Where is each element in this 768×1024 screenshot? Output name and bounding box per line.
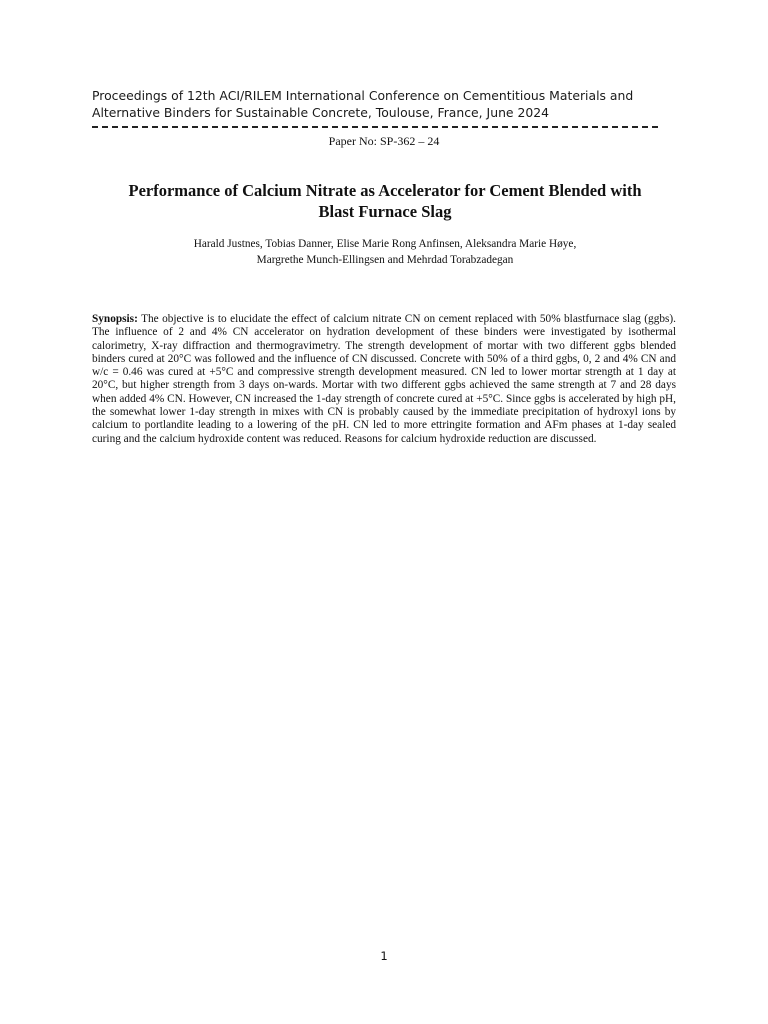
proceedings-header: [92, 87, 682, 121]
paper-title: [92, 180, 678, 222]
author-line-2: Margrethe Munch-Ellingsen and Mehrdad Torabzadegan: [256, 254, 514, 266]
author-line-1: Harald Justnes, Tobias Danner, Elise Marie Rong Anfinsen, Aleksandra Marie Høye,: [193, 238, 577, 250]
proceedings-line-1: Proceedings of 12th ACI/RILEM International Conference on Cementitious Materials and: [92, 88, 634, 103]
synopsis-paragraph: [92, 313, 676, 446]
paper-title-line-1: Performance of Calcium Nitrate as Accelerator for Cement Blended with: [128, 181, 642, 200]
paper-number: Paper No: SP-362 – 24: [328, 134, 440, 148]
paper-title-line-2: Blast Furnace Slag: [318, 202, 452, 221]
page-number: 1: [380, 949, 388, 963]
header-dashed-rule: [92, 126, 658, 128]
author-list: [92, 236, 678, 268]
synopsis-label: Synopsis:: [92, 313, 138, 325]
synopsis-text: The objective is to elucidate the effect of calcium nitrate CN on cement replaced with 50% blastfurnace slag (ggbs). The influence of 2 and 4% CN accelerator on hydration development of these binders were investigated by isothermal calorimetry, X-ray diffraction and thermogravimetry. The strength development of mortar with two different ggbs blended binders cured at 20°C was followed and the influence of CN discussed. Concrete with 50% of a third ggbs, 0, 2 and 4% CN and w/c = 0.46 was cured at +5°C and compressive strength development measured. CN led to lower mortar strength at 1 day at 20°C, but higher strength from 3 days on-wards. Mortar with two different ggbs achieved the same strength at 7 and 28 days when added 4% CN. However, CN increased the 1-day strength of concrete cured at +5°C. Since ggbs is accelerated by high pH, the somewhat lower 1-day strength in mixes with CN is probably caused by the immediate precipitation of hydroxyl ions by calcium to portlandite leading to a lowering of the pH. CN led to more ettringite formation and AFm phases at 1-day sealed curing and the calcium hydroxide content was reduced. Reasons for calcium hydroxide reduction are discussed.: [92, 313, 676, 445]
proceedings-line-2: Alternative Binders for Sustainable Concrete, Toulouse, France, June 2024: [92, 105, 550, 120]
